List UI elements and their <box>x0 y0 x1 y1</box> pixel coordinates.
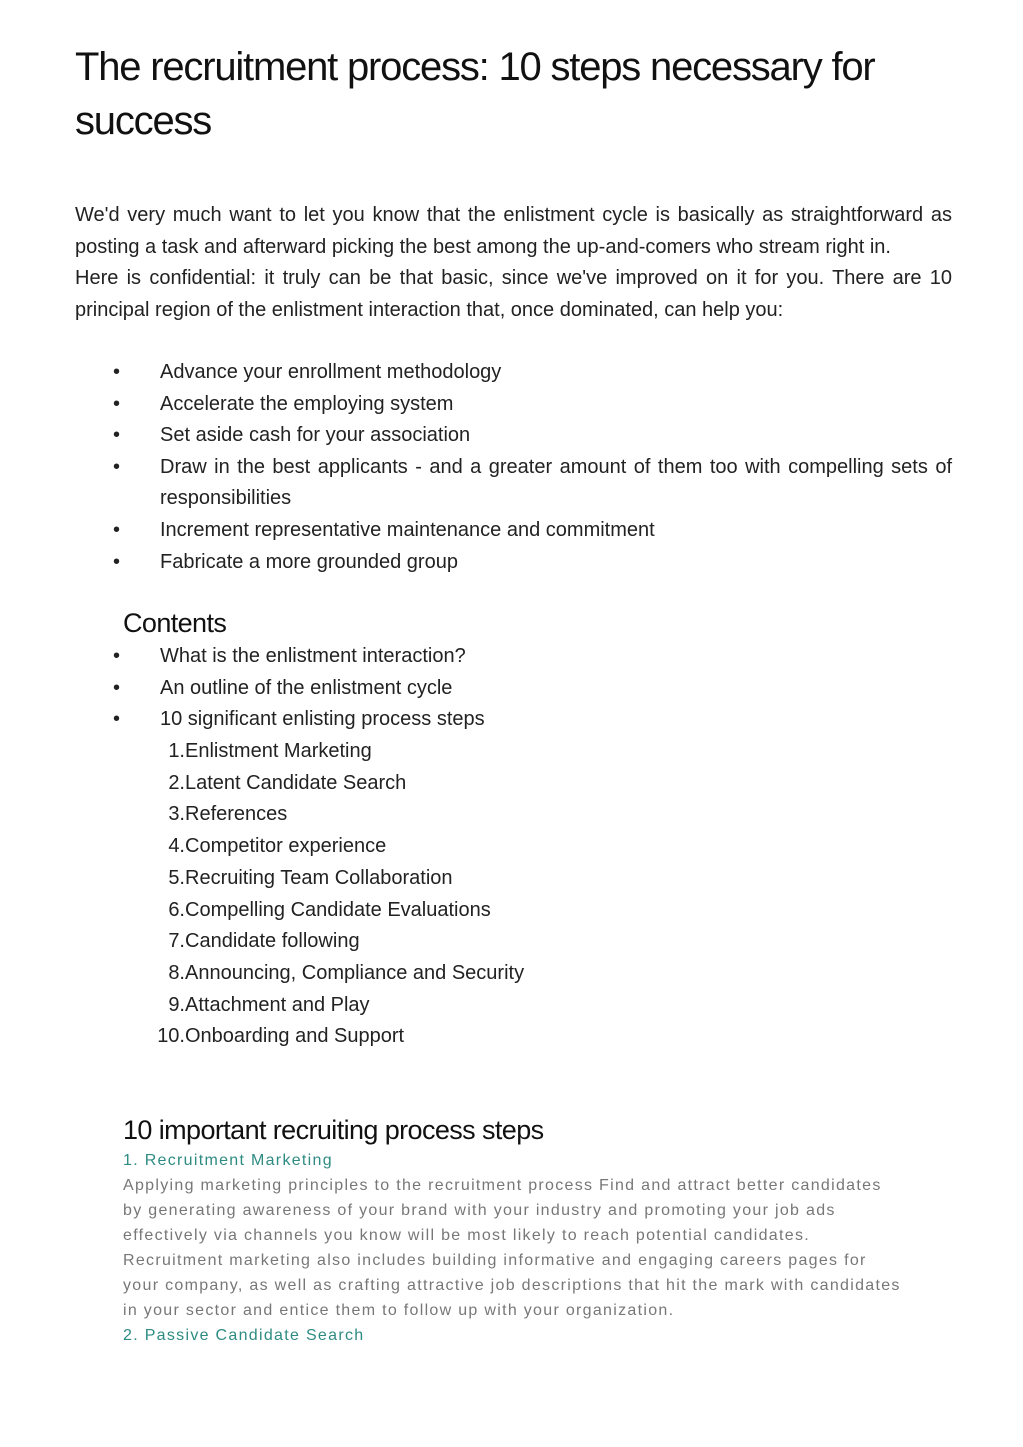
step-label: Competitor experience <box>185 835 387 858</box>
step-number: 5. <box>168 866 185 889</box>
step-label: Attachment and Play <box>185 993 370 1016</box>
list-item-text: Draw in the best applicants - and a greater amount of them too with compelling sets of responsibilities <box>160 455 952 510</box>
intro-paragraph-2: Here is confidential: it truly can be that basic, since we've improved on it for you. There are 10 principal region of the enlistment interaction that, once dominated, can help you: <box>75 267 952 321</box>
intro-paragraph-1: We'd very much want to let you know that the enlistment cycle is basically as straightforward as posting a task and afterward picking the best among the up-and-comers who stream right in. <box>75 204 952 258</box>
contents-heading: Contents <box>123 608 227 638</box>
step-label: Announcing, Compliance and Security <box>185 961 525 984</box>
contents-step-item <box>75 831 952 863</box>
step-number: 9. <box>168 993 185 1016</box>
step-label: References <box>185 803 288 826</box>
list-item <box>75 452 952 515</box>
bullet-icon: • <box>113 361 121 383</box>
intro-text <box>75 200 952 326</box>
list-item <box>75 547 952 579</box>
steps-section-heading: 10 important recruiting process steps <box>123 1115 544 1145</box>
step-number: 8. <box>168 961 185 984</box>
list-item <box>75 420 952 452</box>
step-1-heading: 1. Recruitment Marketing <box>123 1152 333 1169</box>
contents-step-item <box>75 1021 952 1053</box>
bullet-icon: • <box>113 455 121 478</box>
step-label: Candidate following <box>185 930 360 953</box>
contents-item-label: 10 significant enlisting process steps <box>160 708 485 731</box>
step-number: 1. <box>168 740 185 762</box>
bullet-icon: • <box>113 518 121 541</box>
step-number: 6. <box>168 898 185 921</box>
contents-step-item <box>75 990 952 1022</box>
list-item <box>75 515 952 547</box>
step-1-paragraph-1: Applying marketing principles to the recruitment process Find and attract better candidates by generating awareness of your brand with your industry and promoting your job ads effectively via channels you know will be most likely to reach potential candidates. <box>123 1177 882 1244</box>
step-number: 3. <box>168 803 185 826</box>
contents-step-item <box>75 799 952 831</box>
benefits-list <box>75 357 952 578</box>
step-number: 7. <box>168 930 185 953</box>
list-item-text: Accelerate the employing system <box>160 392 454 415</box>
contents-list <box>75 641 952 736</box>
bullet-icon: • <box>113 708 121 731</box>
contents-step-item <box>75 768 952 800</box>
contents-item-label: What is the enlistment interaction? <box>160 645 466 667</box>
bullet-icon: • <box>113 676 121 699</box>
step-number: 10. <box>157 1025 185 1048</box>
bullet-icon: • <box>113 424 121 447</box>
contents-item <box>75 673 952 705</box>
list-item-text: Increment representative maintenance and commitment <box>160 518 655 541</box>
contents-step-item <box>75 926 952 958</box>
step-label: Recruiting Team Collaboration <box>185 866 453 889</box>
list-item-text: Fabricate a more grounded group <box>160 550 458 573</box>
step-number: 2. <box>168 771 185 794</box>
step-1-paragraph-2: Recruitment marketing also includes building informative and engaging careers pages for your company, as well as crafting attractive job descriptions that hit the mark with candidates in your sector and entice them to follow up with your organization. <box>123 1252 901 1319</box>
list-item <box>75 357 952 389</box>
contents-step-item <box>75 863 952 895</box>
step-label: Latent Candidate Search <box>185 771 407 794</box>
page-title: The recruitment process: 10 steps necessary for success <box>75 45 875 143</box>
contents-steps-list <box>75 736 952 1053</box>
contents-item-label: An outline of the enlistment cycle <box>160 676 453 699</box>
list-item <box>75 389 952 421</box>
contents-step-item <box>75 736 952 768</box>
list-item-text: Advance your enrollment methodology <box>160 361 502 383</box>
list-item-text: Set aside cash for your association <box>160 424 471 447</box>
step-label: Enlistment Marketing <box>185 740 372 762</box>
bullet-icon: • <box>113 645 121 667</box>
bullet-icon: • <box>113 550 121 573</box>
step-2-heading: 2. Passive Candidate Search <box>123 1327 365 1344</box>
contents-item <box>75 704 952 736</box>
step-label: Onboarding and Support <box>185 1025 405 1048</box>
step-number: 4. <box>168 835 185 858</box>
step-label: Compelling Candidate Evaluations <box>185 898 491 921</box>
contents-step-item <box>75 895 952 927</box>
contents-step-item <box>75 958 952 990</box>
steps-section <box>123 1148 903 1348</box>
contents-item <box>75 641 952 673</box>
bullet-icon: • <box>113 392 121 415</box>
